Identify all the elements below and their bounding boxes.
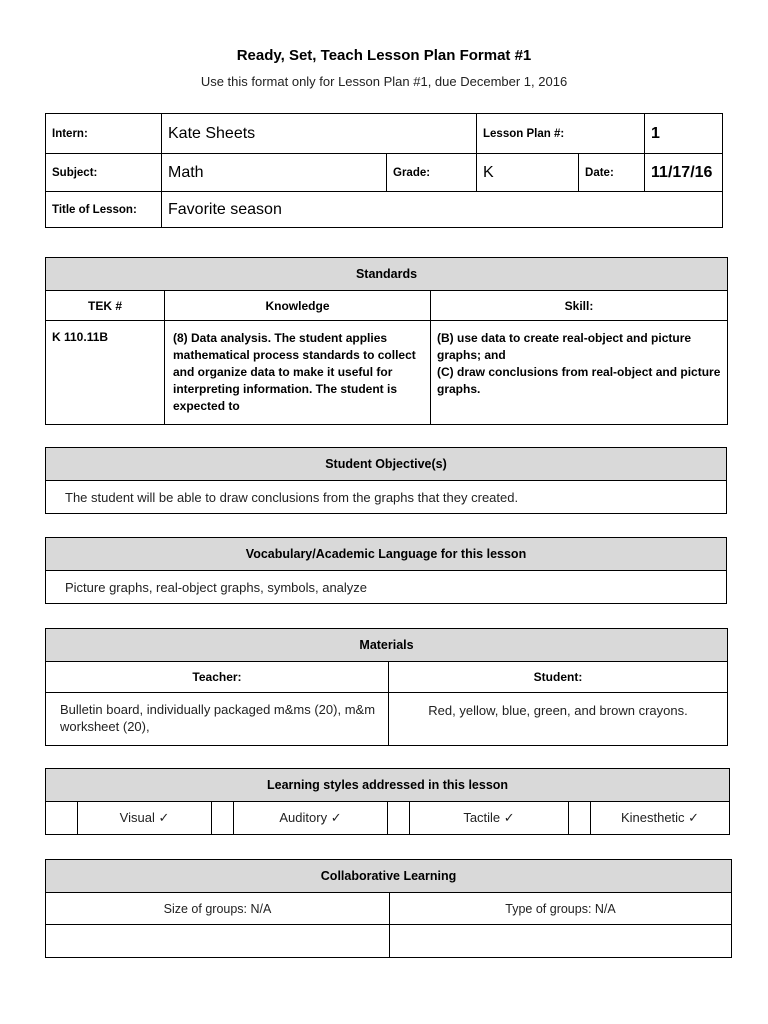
objective-header: Student Objective(s): [46, 448, 727, 481]
student-materials-text: Red, yellow, blue, green, and brown crayons.: [389, 693, 728, 746]
collaborative-header: Collaborative Learning: [46, 860, 732, 893]
materials-table: [45, 628, 728, 746]
tek-column-header: TEK #: [46, 291, 165, 321]
tek-number: K 110.11B: [46, 321, 165, 425]
visual-style: Visual ✓: [78, 802, 212, 835]
group-type: Type of groups: N/A: [390, 893, 732, 925]
title-of-lesson-label: Title of Lesson:: [46, 192, 162, 228]
learning-styles-header: Learning styles addressed in this lesson: [46, 769, 730, 802]
title-of-lesson-value: Favorite season: [162, 192, 723, 228]
objective-table: [45, 447, 727, 514]
learning-styles-table: [45, 768, 730, 835]
skill-text: [431, 321, 728, 425]
skill-c: (C) draw conclusions from real-object and picture graphs.: [437, 365, 721, 396]
info-table: [45, 113, 723, 228]
lesson-plan-label: Lesson Plan #:: [477, 114, 645, 154]
tactile-style: Tactile ✓: [410, 802, 569, 835]
intern-value: Kate Sheets: [162, 114, 477, 154]
group-size: Size of groups: N/A: [46, 893, 390, 925]
page-title: Ready, Set, Teach Lesson Plan Format #1: [236, 47, 532, 64]
knowledge-text: (8) Data analysis. The student applies mathematical process standards to collect and organize data to make it useful for interpreting information. The student is expected to: [165, 321, 431, 425]
teacher-materials-text: Bulletin board, individually packaged m&ms (20), m&m worksheet (20),: [46, 693, 389, 746]
date-label: Date:: [579, 154, 645, 192]
standards-table: [45, 257, 728, 425]
vocabulary-text: Picture graphs, real-object graphs, symbols, analyze: [46, 571, 727, 604]
kinesthetic-style: Kinesthetic ✓: [591, 802, 730, 835]
page-subtitle: Use this format only for Lesson Plan #1, due December 1, 2016: [200, 74, 568, 89]
vocabulary-table: [45, 537, 727, 604]
skill-b: (B) use data to create real-object and picture graphs; and: [437, 331, 692, 362]
subject-label: Subject:: [46, 154, 162, 192]
skill-column-header: Skill:: [431, 291, 728, 321]
tactile-checkbox-cell: [388, 802, 410, 835]
grade-value: K: [477, 154, 579, 192]
lesson-plan-value: 1: [645, 114, 723, 154]
grade-label: Grade:: [387, 154, 477, 192]
vocabulary-header: Vocabulary/Academic Language for this lesson: [46, 538, 727, 571]
auditory-checkbox-cell: [212, 802, 234, 835]
intern-label: Intern:: [46, 114, 162, 154]
date-value: 11/17/16: [645, 154, 723, 192]
group-type-empty-cell: [390, 925, 732, 958]
objective-text: The student will be able to draw conclusions from the graphs that they created.: [46, 481, 727, 514]
group-size-empty-cell: [46, 925, 390, 958]
materials-header: Materials: [46, 629, 728, 662]
knowledge-column-header: Knowledge: [165, 291, 431, 321]
kinesthetic-checkbox-cell: [569, 802, 591, 835]
auditory-style: Auditory ✓: [234, 802, 388, 835]
student-materials-label: Student:: [389, 662, 728, 693]
visual-checkbox-cell: [46, 802, 78, 835]
teacher-materials-label: Teacher:: [46, 662, 389, 693]
standards-header: Standards: [46, 258, 728, 291]
collaborative-table: [45, 859, 732, 958]
subject-value: Math: [162, 154, 387, 192]
